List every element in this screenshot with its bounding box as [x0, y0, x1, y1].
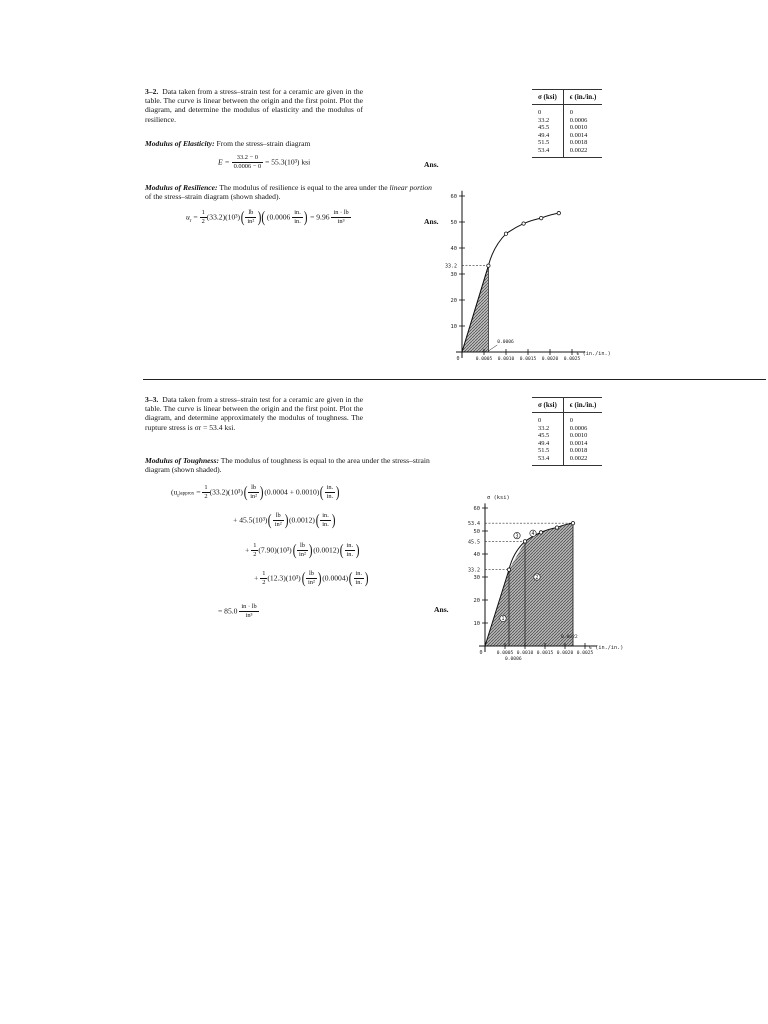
data-table-3-3 [532, 397, 602, 466]
data-point [540, 216, 543, 219]
annotation-leader [488, 345, 497, 351]
y-tick-label: 50 [473, 529, 480, 536]
resilience-equation: $u_r$ = $\frac{1}{2}$ (33.2)(10³)( $\frac{lb}{\text{in²}}$ )( (0.0006 $\frac{in.}{in.}$ ) = 9.96 $\frac{in \cdot lb}{\text{in³}}$ [186, 208, 349, 226]
data-point [522, 222, 525, 225]
elasticity-equation: E = $\frac{33.2 - 0}{0.0006 - 0}$ = 55.3(10³) ksi [218, 154, 311, 170]
elasticity-text: From the stress–strain diagram [216, 139, 311, 148]
origin-label: 0 [479, 650, 483, 656]
table-row: 0 0 [532, 413, 602, 425]
stress-strain-chart-3-3 [455, 486, 624, 670]
stress-mark-label: 33.2 [467, 567, 480, 574]
table-row: 45.5 0.0010 [532, 432, 602, 440]
x-axis-label: ϵ (in./in.) [576, 351, 611, 357]
table-row: 33.2 0.0006 [532, 117, 602, 125]
problem-divider [143, 379, 766, 380]
col-stress: σ (ksi) [532, 398, 563, 413]
table-row: 49.4 0.0014 [532, 440, 602, 448]
answer-label: Ans. [424, 160, 439, 169]
strain-annotation: 0.0006 [505, 657, 522, 662]
data-point [571, 521, 574, 524]
data-point [523, 540, 526, 543]
y-tick-label: 20 [473, 598, 480, 605]
stress-mark-label: 45.5 [467, 539, 480, 546]
col-stress: σ (ksi) [532, 90, 563, 105]
resilience-heading: Modulus of Resilience: [145, 183, 218, 192]
col-strain: ϵ (in./in.) [563, 90, 602, 105]
origin-label: 0 [456, 356, 460, 362]
y-tick-label: 40 [473, 552, 480, 559]
y-tick-label: 10 [473, 621, 480, 628]
table-row: 45.5 0.0010 [532, 124, 602, 132]
x-tick-label: 0.0005 [496, 651, 514, 656]
y-tick-label: 50 [450, 220, 457, 227]
toughness-result: = 85.0 $\frac{in \cdot lb}{\text{in³}}$ [218, 603, 257, 619]
region-label: 2 [535, 575, 539, 581]
table-row: 0 0 [532, 105, 602, 117]
problem-number: 3–2. [145, 87, 159, 96]
stress-mark-label: 53.4 [467, 521, 480, 528]
table-row: 49.4 0.0014 [532, 132, 602, 140]
x-axis-label: ϵ (in./in.) [589, 645, 624, 651]
col-strain: ϵ (in./in.) [563, 398, 602, 413]
y-tick-label: 20 [450, 298, 457, 305]
data-point [507, 568, 510, 571]
y-tick-label: 10 [450, 324, 457, 331]
x-tick-label: 0.0010 [497, 357, 515, 362]
y-tick-label: 30 [450, 272, 457, 279]
y-tick-label: 30 [473, 575, 480, 582]
resilience-heading-line: Modulus of Resilience: The modulus of resilience is equal to the area under the linear portion of the stress–strain diagram (shown shaded). [145, 183, 432, 202]
toughness-eq-line-2: + 45.5(10³)( $\frac{lb}{\text{in²}}$ )(0.0012)( $\frac{in.}{in.}$ ) [233, 511, 336, 529]
x-tick-label: 0.0025 [576, 651, 594, 656]
x-tick-label: 0.0020 [556, 651, 574, 656]
elasticity-heading: Modulus of Elasticity: [145, 139, 215, 148]
data-point [539, 531, 542, 534]
region-label: 4 [531, 532, 535, 538]
problem-text: Data taken from a stress–strain test for a ceramic are given in the table. The curve is linear between the origin and the first point. Plot the diagram, and determine the modulus of elasticity and the modulus of resilience. [145, 87, 363, 124]
strain-annotation: 0.0006 [497, 340, 514, 345]
y-tick-label: 60 [450, 194, 457, 201]
x-tick-label: 0.0005 [475, 357, 493, 362]
data-point [555, 526, 558, 529]
x-tick-label: 0.0015 [519, 357, 537, 362]
elasticity-heading-line [145, 139, 310, 148]
table-row: 51.5 0.0018 [532, 447, 602, 455]
y-tick-label: 40 [450, 246, 457, 253]
problem-3-3-statement [145, 395, 363, 432]
x-tick-label: 0.0015 [536, 651, 554, 656]
answer-label: Ans. [424, 217, 439, 226]
data-point [557, 211, 560, 214]
region-label: 3 [515, 534, 519, 540]
y-axis-label: σ (ksi) [487, 494, 510, 501]
stress-strain-chart-3-2 [444, 182, 630, 374]
toughness-eq-line-3: + $\frac{1}{2}$ (7.90)(10³)( $\frac{lb}{\text{in²}}$ )(0.0012)( $\frac{in.}{in.}$ ) [245, 541, 360, 559]
answer-label: Ans. [434, 605, 449, 614]
table-row: 53.4 0.0022 [532, 147, 602, 157]
problem-3-2-statement [145, 87, 363, 124]
region-label: 1 [501, 617, 505, 623]
table-row: 33.2 0.0006 [532, 425, 602, 433]
toughness-eq-line-4: + $\frac{1}{2}$ (12.3)(10³)( $\frac{lb}{\text{in²}}$ )(0.0004)( $\frac{in.}{in.}$ ) [254, 569, 369, 587]
strain-annotation: 0.0022 [561, 635, 578, 640]
toughness-heading-line: Modulus of Toughness: The modulus of toughness is equal to the area under the stress–strain diagram (shown shaded). [145, 456, 430, 475]
toughness-eq-line-1: $(u_t)approx$ = $\frac{1}{2}$ (33.2)(10³)( $\frac{lb}{\text{in²}}$ )(0.0004 + 0.0010)( $\frac{in.}{in.}$ ) [171, 483, 340, 501]
stress-mark-label: 33.2 [444, 263, 457, 270]
y-tick-label: 60 [473, 506, 480, 513]
problem-text: Data taken from a stress–strain test for a ceramic are given in the table. The curve is linear between the origin and the first point. Plot the diagram, and determine approximately the modulus of toughness. The rupture stress is σr = 53.4 ksi. [145, 395, 363, 432]
x-tick-label: 0.0010 [516, 651, 534, 656]
x-tick-label: 0.0020 [541, 357, 559, 362]
data-point [487, 264, 490, 267]
x-tick-label: 0.0025 [563, 357, 581, 362]
problem-number: 3–3. [145, 395, 159, 404]
data-table-3-2 [532, 89, 602, 158]
table-row: 53.4 0.0022 [532, 455, 602, 465]
toughness-heading: Modulus of Toughness: [145, 456, 219, 465]
data-point [504, 232, 507, 235]
table-row: 51.5 0.0018 [532, 139, 602, 147]
shaded-area [485, 523, 573, 646]
